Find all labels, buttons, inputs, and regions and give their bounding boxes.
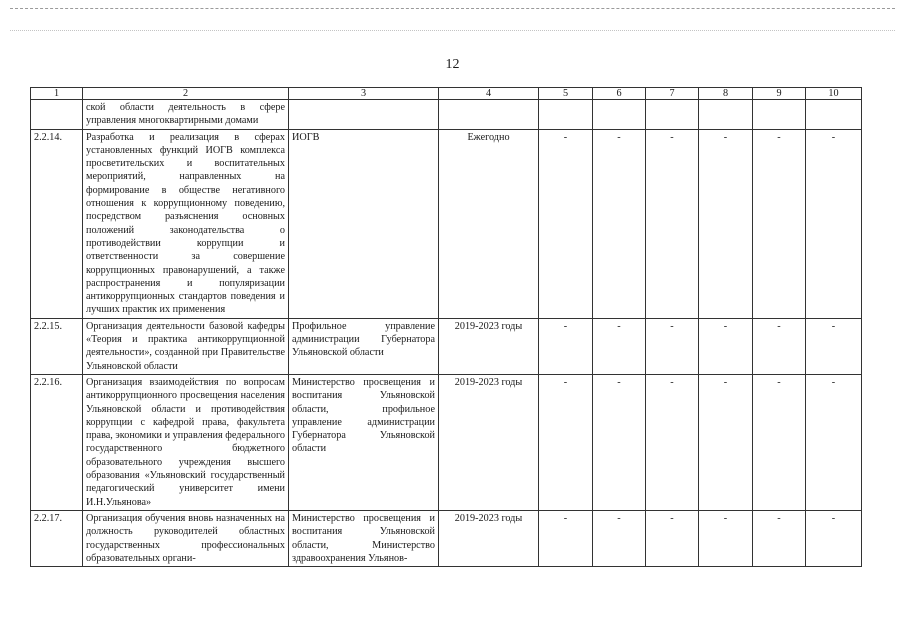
page-number: 12 — [445, 57, 460, 72]
cell-col6: - — [593, 318, 646, 374]
cell-col5: - — [539, 129, 593, 318]
column-header: 6 — [593, 88, 646, 100]
row-number: 2.2.16. — [31, 374, 83, 510]
cell-col8: - — [699, 374, 753, 510]
measure-description: Организация взаимодействия по вопросам антикоррупционного просвещения населения Ульяновской области и противодействия коррупции с кафедрой права, факультета права, экономики и управления федерального государственного бюджетного образовательного учреждения высшего образования «Ульяновский государственный педагогический университет имени И.Н.Ульянова» — [83, 374, 289, 510]
column-header: 3 — [289, 88, 439, 100]
table-row — [31, 129, 862, 318]
column-header: 5 — [539, 88, 593, 100]
cell-col7 — [646, 100, 699, 130]
executor: Профильное управление администрации Губернатора Ульяновской области — [289, 318, 439, 374]
table-row — [31, 510, 862, 566]
cell-col9: - — [753, 318, 806, 374]
measure-description: Разработка и реализация в сферах установленных функций ИОГВ комплекса просветительских и воспитательных мероприятий, направленных на формирование в обществе негативного отношения к коррупционному поведению, посредством разъяснения основных положений законодательства о противодействии коррупции и ответственности за совершение коррупционных правонарушений, а также распространения и популяризации антикоррупционных стандартов поведения и лучших практик их применения — [83, 129, 289, 318]
cell-col9: - — [753, 374, 806, 510]
column-header: 9 — [753, 88, 806, 100]
executor: ИОГВ — [289, 129, 439, 318]
row-number: 2.2.14. — [31, 129, 83, 318]
cell-col5 — [539, 100, 593, 130]
cell-col9 — [753, 100, 806, 130]
column-header: 8 — [699, 88, 753, 100]
cell-col10: - — [806, 318, 862, 374]
scan-top-border — [10, 8, 895, 9]
column-header: 2 — [83, 88, 289, 100]
cell-col6: - — [593, 374, 646, 510]
period — [439, 100, 539, 130]
table-row — [31, 100, 862, 130]
row-number — [31, 100, 83, 130]
cell-col8: - — [699, 510, 753, 566]
executor: Министерство просвещения и воспитания Ульяновской области, Министерство здравоохранения Ульянов- — [289, 510, 439, 566]
cell-col5: - — [539, 374, 593, 510]
cell-col5: - — [539, 510, 593, 566]
cell-col8: - — [699, 318, 753, 374]
cell-col7: - — [646, 374, 699, 510]
cell-col5: - — [539, 318, 593, 374]
cell-col6 — [593, 100, 646, 130]
measures-table — [30, 87, 862, 567]
cell-col6: - — [593, 510, 646, 566]
table-row — [31, 318, 862, 374]
measure-description: Организация обучения вновь назначенных на должность руководителей областных государственных профессиональных образовательных органи- — [83, 510, 289, 566]
column-header: 10 — [806, 88, 862, 100]
table-row — [31, 374, 862, 510]
row-number: 2.2.15. — [31, 318, 83, 374]
column-header: 1 — [31, 88, 83, 100]
row-number: 2.2.17. — [31, 510, 83, 566]
cell-col7: - — [646, 129, 699, 318]
cell-col10 — [806, 100, 862, 130]
cell-col8: - — [699, 129, 753, 318]
period: 2019-2023 годы — [439, 318, 539, 374]
cell-col9: - — [753, 510, 806, 566]
measure-description: Организация деятельности базовой кафедры «Теория и практика антикоррупционной деятельности», созданной при Правительстве Ульяновской области — [83, 318, 289, 374]
cell-col6: - — [593, 129, 646, 318]
executor: Министерство просвещения и воспитания Ульяновской области, профильное управление администрации Губернатора Ульяновской области — [289, 374, 439, 510]
cell-col8 — [699, 100, 753, 130]
period: 2019-2023 годы — [439, 510, 539, 566]
scan-top-border-faint — [10, 30, 895, 31]
executor — [289, 100, 439, 130]
cell-col10: - — [806, 129, 862, 318]
header-row — [31, 88, 862, 100]
measure-description: ской области деятельность в сфере управления многоквартирными домами — [83, 100, 289, 130]
cell-col7: - — [646, 510, 699, 566]
period: Ежегодно — [439, 129, 539, 318]
cell-col9: - — [753, 129, 806, 318]
cell-col10: - — [806, 374, 862, 510]
cell-col7: - — [646, 318, 699, 374]
period: 2019-2023 годы — [439, 374, 539, 510]
column-header: 7 — [646, 88, 699, 100]
cell-col10: - — [806, 510, 862, 566]
column-header: 4 — [439, 88, 539, 100]
